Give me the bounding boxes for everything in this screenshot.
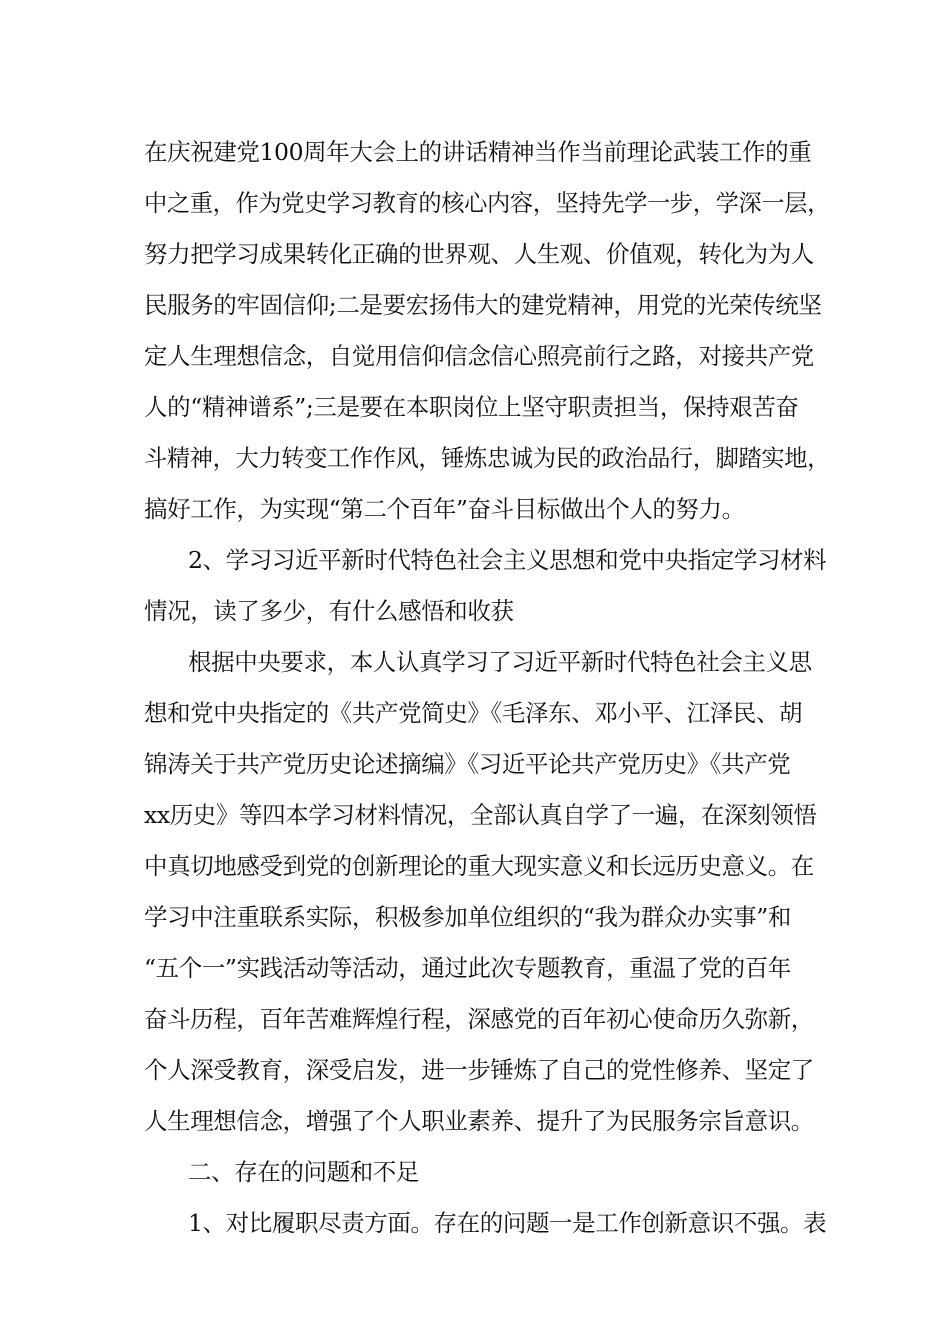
text-line: 努力把学习成果转化正确的世界观、人生观、价值观，转化为为人 [144, 240, 814, 268]
text-line: 1、对比履职尽责方面。存在的问题一是工作创新意识不强。表 [188, 1209, 827, 1237]
text-line: 锦涛关于共产党历史论述摘编》《习近平论共产党历史》《共产党 [144, 750, 791, 778]
text-line: 奋斗历程，百年苦难辉煌行程，深感党的百年初心使命历久弥新， [144, 1005, 814, 1033]
text-line: 人生理想信念，增强了个人职业素养、提升了为民服务宗旨意识。 [144, 1107, 814, 1135]
section-heading: 2、学习习近平新时代特色社会主义思想和党中央指定学习材料 [188, 546, 827, 574]
text-line: 学习中注重联系实际，积极参加单位组织的“我为群众办实事”和 [144, 903, 791, 931]
text-line: 民服务的牢固信仰;二是要宏扬伟大的建党精神，用党的光荣传统坚 [144, 291, 822, 319]
text-line: 定人生理想信念，自觉用信仰信念信心照亮前行之路，对接共产党 [144, 342, 814, 370]
text-line: 中之重，作为党史学习教育的核心内容，坚持先学一步，学深一层， [144, 189, 831, 217]
text-line: 中真切地感受到党的创新理论的重大现实意义和长远历史意义。在 [144, 852, 814, 880]
text-line: 斗精神，大力转变工作作风，锤炼忠诚为民的政治品行，脚踏实地， [144, 444, 831, 472]
text-line: “五个一”实践活动等活动，通过此次专题教育，重温了党的百年 [144, 954, 791, 982]
text-line: xx历史》等四本学习材料情况，全部认真自学了一遍，在深刻领悟 [144, 801, 817, 829]
section-heading: 二、存在的问题和不足 [188, 1158, 419, 1186]
section-heading: 情况，读了多少，有什么感悟和收获 [144, 597, 514, 625]
text-line: 搞好工作，为实现“第二个百年”奋斗目标做出个人的努力。 [144, 495, 745, 523]
text-line: 个人深受教育，深受启发，进一步锤炼了自己的党性修养、坚定了 [144, 1056, 814, 1084]
text-line: 根据中央要求，本人认真学习了习近平新时代特色社会主义思 [188, 648, 812, 676]
text-line: 想和党中央指定的《共产党简史》《毛泽东、邓小平、江泽民、胡 [144, 699, 803, 727]
text-line: 在庆祝建党100周年大会上的讲话精神当作当前理论武装工作的重 [144, 138, 812, 166]
text-line: 人的“精神谱系”;三是要在本职岗位上坚守职责担当，保持艰苦奋 [144, 393, 799, 421]
